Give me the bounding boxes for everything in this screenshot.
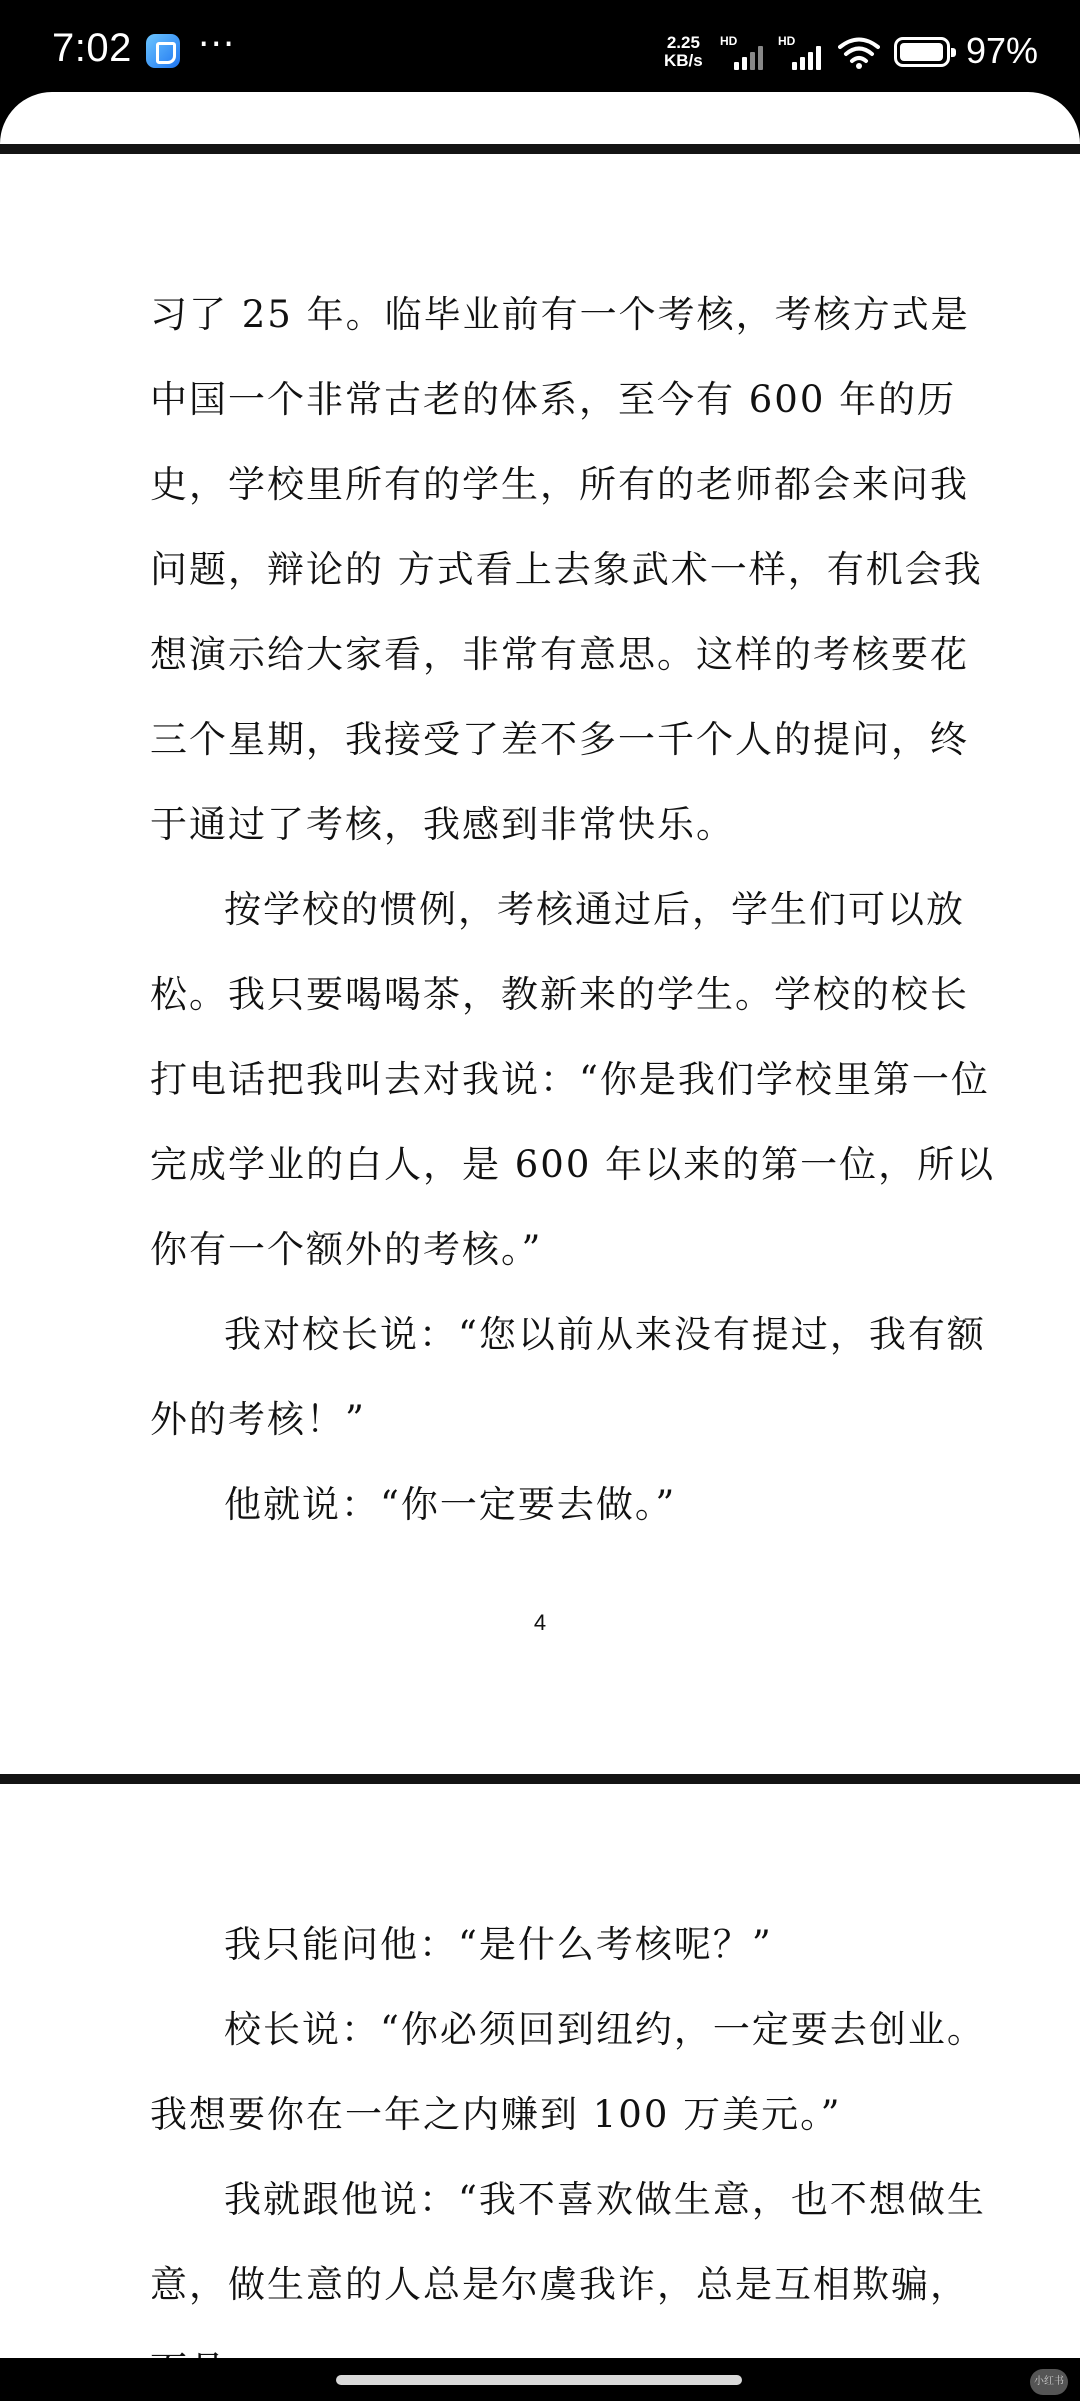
network-speed-unit: KB/s: [664, 51, 703, 70]
app-notification-icon: [146, 34, 180, 68]
wifi-icon: [838, 36, 880, 70]
page-number: 4: [533, 1610, 547, 1635]
paragraph: 我只能问他：“是什么考核呢？”: [224, 1923, 773, 1966]
page-content-5: [150, 1902, 1000, 2401]
battery-level: [900, 43, 943, 61]
paragraph: 校长说：“你必须回到纽约，一定要去创业。我想要你在一年之内赚到 100 万美元。”: [150, 2008, 986, 2136]
watermark-text: 小红书: [1034, 2376, 1064, 2387]
network-speed-value: 2.25: [666, 33, 700, 52]
more-notifications-icon: ···: [198, 24, 236, 65]
sim2-hd-label: HD: [778, 34, 796, 48]
battery-percentage: 97%: [966, 30, 1039, 71]
status-bar: [0, 0, 1080, 92]
page-top-border: [0, 144, 1080, 154]
sim1-hd-label: HD: [720, 34, 738, 48]
paragraph: 习了 25 年。临毕业前有一个考核，考核方式是中国一个非常古老的体系，至今有 600 年的历史，学校里所有的学生，所有的老师都会来问我问题，辩论的 方式看上去象武术一样，有机会我想演示给大家看，非常有意思。这样的考核要花三个星期，我接受了差不多一千个人的提问，终于通过了考核，我感到非常快乐。: [150, 293, 983, 846]
reader-view[interactable]: [0, 92, 1080, 2401]
paragraph: 我就跟他说：“我不喜欢做生意，也不想做生意，做生意的人总是尔虞我诈，总是互相欺骗，: [150, 2178, 986, 2306]
paragraph: 按学校的惯例，考核通过后，学生们可以放松。我只要喝喝茶，教新来的学生。学校的校长打电话把我叫去对我说：“你是我们学校里第一位完成学业的白人，是 600 年以来的第一位，所以你有一个额外的考核。”: [150, 888, 996, 1271]
home-gesture-handle[interactable]: [336, 2375, 742, 2385]
battery-icon: [894, 37, 950, 67]
page-content-4: [150, 272, 1000, 1547]
watermark: [1030, 2369, 1068, 2395]
paragraph: 我对校长说：“您以前从来没有提过，我有额外的考核！”: [150, 1313, 986, 1441]
page-separator: [0, 1774, 1080, 1784]
network-speed: [664, 34, 703, 70]
clock: 7:02: [52, 26, 132, 70]
paragraph: 他就说：“你一定要去做。”: [224, 1483, 677, 1526]
